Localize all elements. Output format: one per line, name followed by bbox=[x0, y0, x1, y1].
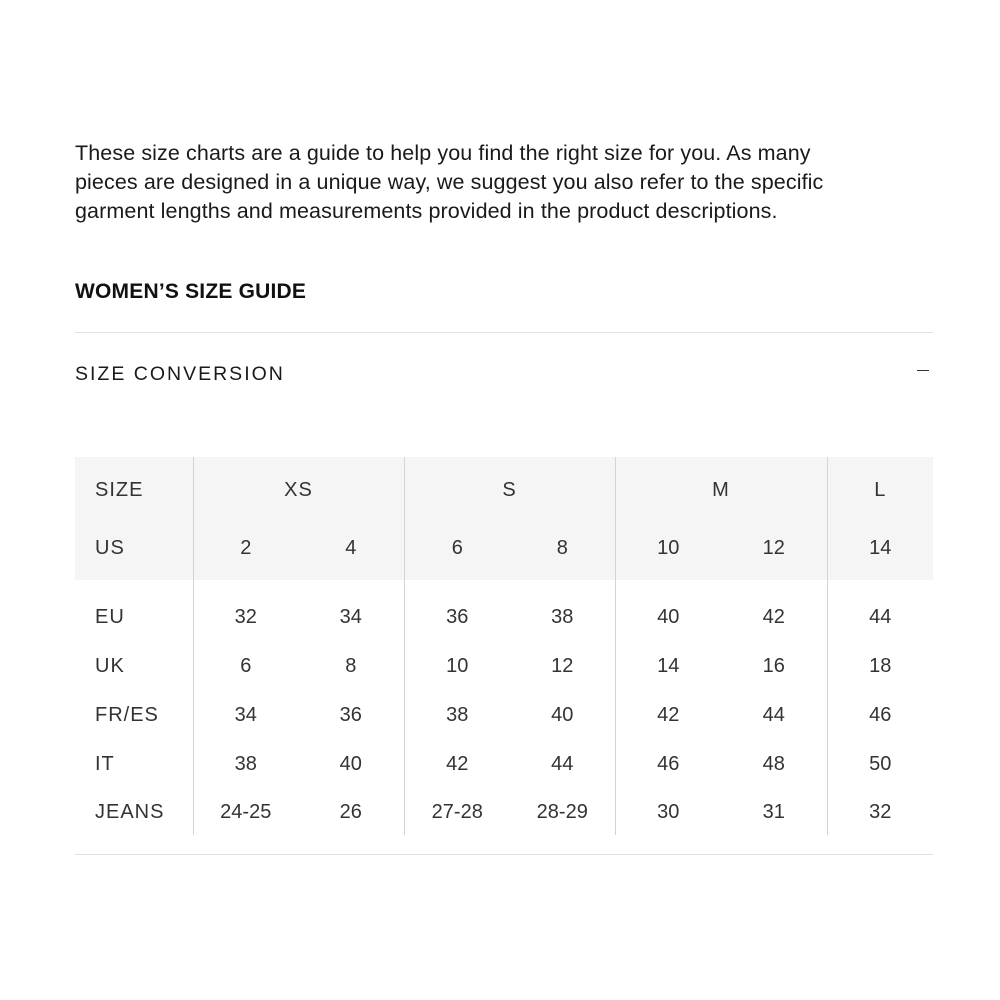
table-cell: 32 bbox=[827, 789, 933, 835]
table-cell: 16 bbox=[762, 655, 785, 677]
table-cell: 50 bbox=[827, 740, 933, 789]
table-cell: 32 bbox=[193, 593, 298, 642]
table-cell: 38 bbox=[551, 606, 574, 628]
table-row bbox=[75, 642, 933, 691]
minus-icon[interactable] bbox=[917, 370, 929, 371]
us-size-cell: 14 bbox=[827, 519, 933, 580]
table-cell: 42 bbox=[404, 740, 510, 789]
table-cell: 38 bbox=[404, 691, 510, 740]
table-cell: 40 bbox=[339, 753, 362, 775]
table-cell: 24-25 bbox=[193, 789, 298, 835]
row-label-us: US bbox=[75, 519, 193, 580]
table-cell: 38 bbox=[193, 740, 298, 789]
table-cell: 48 bbox=[762, 753, 785, 775]
table-cell: 36 bbox=[404, 593, 510, 642]
table-spacer bbox=[75, 580, 933, 593]
table-cell: 44 bbox=[762, 704, 785, 726]
size-group-s: S bbox=[404, 457, 615, 519]
size-header-row bbox=[75, 457, 933, 519]
size-group-m: M bbox=[615, 457, 827, 519]
table-cell: 46 bbox=[615, 740, 721, 789]
us-size-cell: 4 bbox=[298, 519, 404, 580]
intro-text bbox=[75, 139, 933, 226]
section-divider-bottom bbox=[75, 854, 933, 855]
table-cell: 6 bbox=[193, 642, 298, 691]
table-cell: 31 bbox=[762, 800, 785, 823]
size-group-l: L bbox=[827, 457, 933, 519]
table-cell: 26 bbox=[339, 800, 362, 823]
row-label-jeans: JEANS bbox=[95, 800, 165, 823]
row-label-eu: EU bbox=[95, 606, 125, 628]
us-size-cell: 10 bbox=[615, 519, 721, 580]
table-row bbox=[75, 593, 933, 642]
table-cell: 27-28 bbox=[404, 789, 510, 835]
size-guide-title: WOMEN’S SIZE GUIDE bbox=[75, 280, 307, 303]
table-cell: 46 bbox=[827, 691, 933, 740]
table-cell: 42 bbox=[762, 606, 785, 628]
table-row bbox=[75, 789, 933, 835]
size-conversion-accordion-header[interactable] bbox=[75, 352, 933, 396]
table-cell: 34 bbox=[339, 606, 362, 628]
table-cell: 12 bbox=[551, 655, 574, 677]
table-cell: 42 bbox=[615, 691, 721, 740]
table-cell: 36 bbox=[339, 704, 362, 726]
table-cell: 30 bbox=[615, 789, 721, 835]
table-row bbox=[75, 691, 933, 740]
intro-line: pieces are designed in a unique way, we suggest you also refer to the specific bbox=[75, 170, 824, 194]
row-label-it: IT bbox=[95, 753, 115, 775]
table-cell: 14 bbox=[615, 642, 721, 691]
table-cell: 34 bbox=[193, 691, 298, 740]
table-row bbox=[75, 740, 933, 789]
intro-line: These size charts are a guide to help you find the right size for you. As many bbox=[75, 141, 811, 165]
table-cell: 40 bbox=[615, 593, 721, 642]
table-cell: 18 bbox=[827, 642, 933, 691]
section-divider-top bbox=[75, 332, 933, 333]
us-size-cell: 6 bbox=[404, 519, 510, 580]
row-label-fr-es: FR/ES bbox=[95, 704, 159, 726]
intro-line: garment lengths and measurements provided in the product descriptions. bbox=[75, 199, 778, 223]
table-cell: 28-29 bbox=[536, 800, 588, 823]
section-title: SIZE CONVERSION bbox=[75, 362, 285, 385]
us-size-cell: 2 bbox=[193, 519, 298, 580]
table-cell: 40 bbox=[551, 704, 574, 726]
us-header-row bbox=[75, 519, 933, 580]
table-cell: 44 bbox=[827, 593, 933, 642]
size-group-xs: XS bbox=[193, 457, 404, 519]
us-size-cell: 8 bbox=[510, 519, 615, 580]
table-cell: 8 bbox=[345, 655, 357, 677]
row-label-size: SIZE bbox=[75, 457, 193, 519]
table-cell: 10 bbox=[404, 642, 510, 691]
us-size-cell: 12 bbox=[721, 519, 827, 580]
row-label-uk: UK bbox=[95, 655, 125, 677]
size-conversion-table bbox=[75, 457, 933, 835]
table-cell: 44 bbox=[551, 753, 574, 775]
